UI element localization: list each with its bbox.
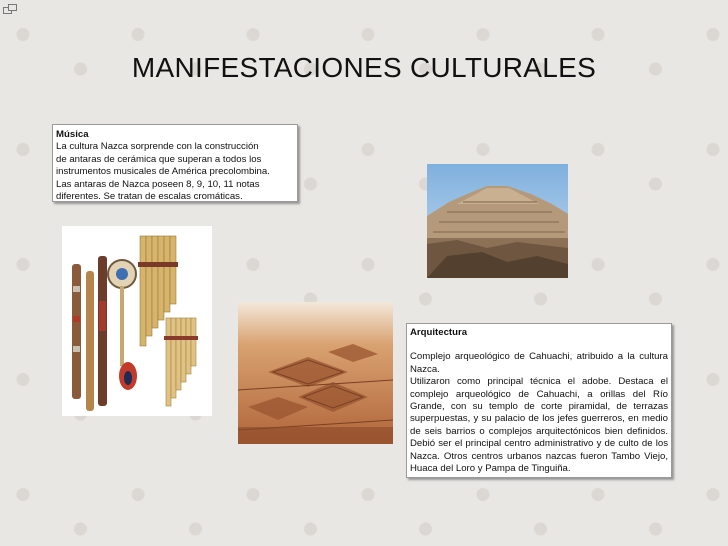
musica-line: instrumentos musicales de América precolombina. — [56, 166, 270, 178]
musica-heading: Música — [56, 129, 89, 140]
arquitectura-paragraph-1: Complejo arqueológico de Cahuachi, atribuido a la cultura Nazca. — [410, 351, 668, 375]
cahuachi-pyramid-photo — [427, 164, 568, 278]
arquitectura-paragraph-2: Utilizaron como principal técnica el adobe. Destaca el complejo arqueológico de Cahuachi, a orillas del Río Grande, con su templo de corte piramidal, de terrazas superpuestas, y su palacio de los jefes guerreros, en medio de seis barrios o complejos arquitectónicos bien definidos. Debió ser el principal centro administrativo y de culto de los Nazca. Otros centros urbanos nazcas fueron Tambo Viejo, Huaca del Loro y Pampa de Tinguiña. — [410, 376, 668, 475]
instruments-photo — [62, 226, 212, 416]
musica-textbox — [52, 124, 298, 202]
musica-line: Las antaras de Nazca poseen 8, 9, 10, 11 notas — [56, 178, 260, 190]
arquitectura-heading: Arquitectura — [410, 327, 468, 338]
musica-line: La cultura Nazca sorprende con la construcción — [56, 141, 259, 153]
musica-line: de antaras de cerámica que superan a todos los — [56, 153, 262, 165]
slide-title: MANIFESTACIONES CULTURALES — [131, 52, 597, 83]
arquitectura-textbox — [406, 323, 672, 478]
musica-line: diferentes. Se tratan de escalas cromáticas. — [56, 191, 243, 203]
aerial-ruins-photo — [238, 302, 393, 444]
slide-window-icon[interactable] — [3, 4, 17, 16]
